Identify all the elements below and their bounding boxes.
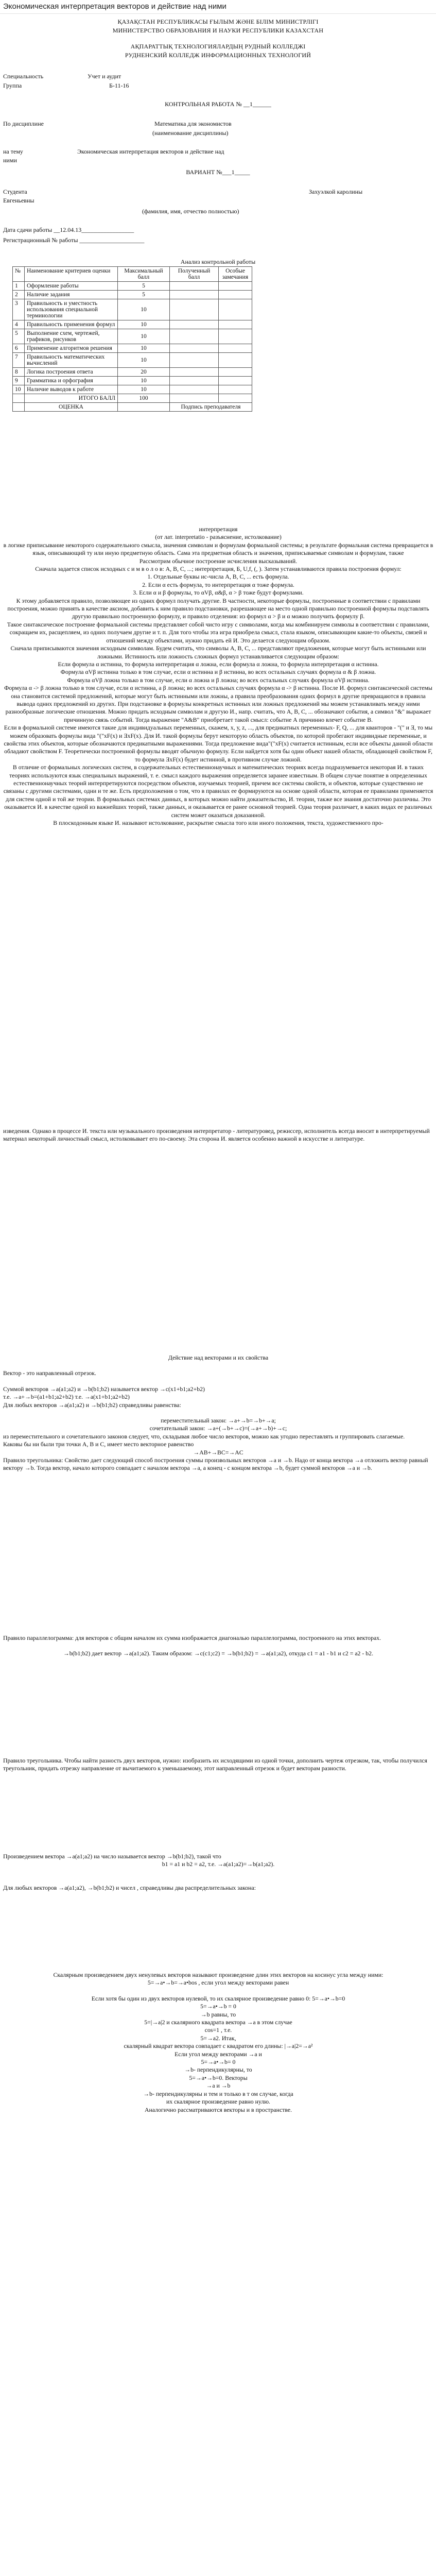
paragraph: Рассмотрим обычное построение исчисления высказываний. — [139, 557, 298, 565]
ministry-header — [0, 18, 436, 60]
max-score: 10 — [118, 299, 170, 320]
page-title: Экономическая интерпретация векторов и действие над ними — [0, 0, 436, 14]
remarks — [219, 291, 252, 299]
dot-product-section — [3, 1971, 433, 2114]
criterion-name: Наличие выводов к работе — [25, 385, 118, 394]
paragraph: Скалярным произведением двух ненулевых векторов называют произведение длин этих векторов на косинус угла между ними: — [53, 1971, 383, 1978]
work-title: КОНТРОЛЬНАЯ РАБОТА № __1______ — [165, 100, 271, 108]
date-line: Дата сдачи работы __12.04.13_________________ — [3, 226, 134, 233]
paragraph: 5=→a2. Итак, — [200, 2034, 236, 2042]
received-score — [170, 368, 219, 377]
paragraph: Произведением вектора →a(a1;a2) на число называется вектор →b(b1;b2), такой что — [3, 1853, 221, 1860]
parallelogram-section — [3, 1634, 433, 1658]
paragraph: →b(b1;b2) дает вектор →a(a1;a2). Таким образом: →c(c1;c2) = →b(b1;b2) = →a(a1;a2), откуда c1 = a1 - b1 и c2 = a2 - b2. — [63, 1650, 374, 1657]
paragraph: cos=1 , т.е. — [204, 2026, 232, 2034]
discipline-note: (наименование дисциплины) — [152, 129, 229, 137]
max-score: 10 — [118, 320, 170, 329]
criterion-name: Логика построения ответа — [25, 368, 118, 377]
remarks — [219, 329, 252, 344]
table-row — [13, 320, 252, 329]
row-number: 9 — [13, 377, 25, 385]
specialty-value: Учет и аудит — [88, 73, 121, 80]
paragraph: скалярный квадрат вектора совпадает с квадратом его длины: |→a|2=→a² — [124, 2042, 313, 2050]
table-row — [13, 299, 252, 320]
analysis-title: Анализ контрольной работы — [180, 258, 256, 265]
difference-rule-section — [3, 1757, 433, 1773]
paragraph: Сначала задается список исходных с и м в о л о в: А, В, С, ...; интерпретация, Б, U,f, (, ). Затем устанавливаются правила построения формул: — [35, 565, 402, 573]
max-score: 20 — [118, 368, 170, 377]
paragraph: Вектор - это направленный отрезок. — [3, 1369, 96, 1377]
criterion-name: Наличие задания — [25, 291, 118, 299]
table-header: Полученный балл — [170, 267, 219, 282]
remarks — [219, 299, 252, 320]
remarks — [219, 344, 252, 353]
paragraph: Если в формальной системе имеются такие для индивидуальных переменных, скажем, х, у, z, ..., для предикатных переменных- F, Q, ... для кванторов - "(" и Ǝ, то мы можем образовать формулы вида "("хF(x) и ƎxF(x). Для И. такой формулы берут некоторую область объектов, по которой пробегают индивидные переменные, и свойства этих объектов, которые обозначаются предикатными выражениями. Тогда предложение вида"("xF(x) считается истинным, если все объекты данной области обладают свойством F. Теоретически построенной формулы вводят обычную формулу. Если найдется хотя бы один объект нашей области, обладающей свойством F, то формула ƎxF(x) будет истинной, в противном случае ложной. — [4, 724, 433, 763]
discipline-value: Математика для экономистов — [154, 120, 232, 127]
header-line: МИНИСТЕРСТВО ОБРАЗОВАНИЯ И НАУКИ РЕСПУБЛИКИ КАЗАХСТАН — [112, 27, 324, 34]
paragraph: →a и →b — [206, 2082, 231, 2090]
paragraph: В отличие от формальных логических систем, в содержательных естественнонаучных и математических теориях всегда подразумевается некоторая И. в таких теориях используются язык специальных выражений, т. е. смысл каждого выражения определяется заранее известным. В общем случае понятие в определенных естественнонаучных теорий интерпретируются посредством объектов, изучаемых теорией, причем все системы свойств, и объектов, которые существенно не связаны с другими системами, одни и те же. Есть предположения о том, что в правилах ее формируются на основе одной области, которая ее правилами применяется для систем одной и той же теории. В формальных системах данных, в которых можно найти доказательство, И. теории, также все знания достаточно различны. Это оказывается И. в качестве одной из важнейших теорий, также данных, и оказывается ее ранее основной теорией. Одна теория различает, в каких видах ее различных систем может оказаться доказанной. — [3, 764, 433, 819]
header-line: АҚПАРАТТЫҚ ТЕХНОЛОГИЯЛАРДЫҢ РУДНЫЙ КОЛЛЕДЖІ — [130, 43, 306, 50]
paragraph: →AB+→BC=→AC — [193, 1448, 243, 1456]
max-score: 10 — [118, 385, 170, 394]
remarks — [219, 320, 252, 329]
intro-subtitle: (от лат. interpretatio - разъяснение, истолкование) — [155, 533, 282, 541]
received-score — [170, 377, 219, 385]
criterion-name: Применение алгоритмов решения — [25, 344, 118, 353]
paragraph: из переместительного и сочетательного законов следует, что, складывая любое число векторов, можно как угодно переставлять и группировать слагаемые. — [3, 1432, 405, 1440]
total-value: 100 — [118, 394, 170, 403]
criterion-name: Выполнение схем, чертежей, графиков, рисунков — [25, 329, 118, 344]
paragraph: →b- перпендикулярны и тем и только в т ом случае, когда — [143, 2090, 293, 2097]
criterion-name: Правильность и уместность использования специальной терминологии — [25, 299, 118, 320]
remarks — [219, 377, 252, 385]
header-line: ҚАЗАҚСТАН РЕСПУБЛИКАСЫ ҒЫЛЫМ ЖӘНЕ БІЛІМ МИНИСТРЛІГІ — [117, 18, 319, 25]
received-score — [170, 344, 219, 353]
signature-label: Подпись преподавателя — [170, 403, 252, 412]
total-label: ИТОГО БАЛЛ — [25, 394, 118, 403]
paragraph: →b равны, то — [200, 2010, 236, 2018]
group-value: Б-11-16 — [109, 82, 129, 89]
paragraph: Формула αVβ ложна только в том случае, если α ложна и β ложна; во всех остальных случаях формула αVβ истинна. — [67, 676, 370, 684]
intro-section — [3, 526, 433, 827]
grade-row — [13, 403, 252, 412]
paragraph: →b- перпендикулярны, то — [184, 2066, 252, 2074]
paragraph: b1 = a1 и b2 = a2, т.е. →a(a1;a2)=→b(a1;a2). — [162, 1860, 275, 1868]
max-score: 5 — [118, 291, 170, 299]
paragraph: Сначала приписываются значения исходным символам. Будем считать, что символы А, В, С, ... представляют предложения, которые могут быть истинными или ложными. Истинность или ложность сложных формул устанавливается следующим образом: — [10, 645, 426, 660]
received-score — [170, 320, 219, 329]
table-row — [13, 291, 252, 299]
criterion-name: Грамматика и орфография — [25, 377, 118, 385]
paragraph: 5=→a•→b=→a•bos , если угол между векторами равен — [147, 1979, 289, 1987]
paragraph: В плоскодонным языке И. называют истолкование, раскрытие смысла того или иного положения, текста, художественного про- — [53, 819, 383, 827]
max-score: 5 — [118, 282, 170, 291]
paragraph: изведения. Однако в процессе И. текста или музыкального произведения интерпретатор - литературовед, режиссер, исполнитель всегда вносит в интерпретируемый материал некоторый личностный смысл, истолковывает его по-своему. Эта сторона И. является особенно важной в искусстве и литературе. — [3, 1127, 430, 1143]
table-row — [13, 282, 252, 291]
student-value: Захуэлкой каролины — [309, 188, 363, 195]
paragraph: Суммой векторов →a(a1;a2) и →b(b1;b2) называется вектор →c(x1+b1;a2+b2) — [3, 1385, 205, 1393]
table-row — [13, 385, 252, 394]
table-header-row — [13, 267, 252, 282]
received-score — [170, 299, 219, 320]
remarks — [219, 385, 252, 394]
paragraph: сочетательный закон: →a+(→b+→c)=(→a+→b)+→c; — [149, 1425, 287, 1432]
total-row — [13, 394, 252, 403]
table-header: Максимальный балл — [118, 267, 170, 282]
table-row — [13, 344, 252, 353]
paragraph: Если формула α истинна, то формула интерпретация α ложна, если формула α ложна, то формула интерпретация α истинна. — [58, 660, 379, 668]
header-line: РУДНЕНСКИЙ КОЛЛЕДЖ ИНФОРМАЦИОННЫХ ТЕХНОЛОГИЙ — [125, 52, 311, 59]
received-score — [170, 329, 219, 344]
row-number: 2 — [13, 291, 25, 299]
vector-operations-section — [3, 1354, 433, 1472]
paragraph: 1. Отдельные буквы ис-числа А, В, С, ... есть формула. — [147, 573, 289, 581]
received-score — [170, 353, 219, 368]
topic-label-cont: ними — [3, 157, 17, 164]
max-score: 10 — [118, 344, 170, 353]
criterion-name: Оформление работы — [25, 282, 118, 291]
section-title: Действие над векторами и их свойства — [168, 1354, 269, 1361]
student-label: Студента — [3, 188, 27, 195]
paragraph: т.е. →a+→b=(a1+b1;a2+b2) т.е. →a(x1+b1;a2+b2) — [3, 1393, 130, 1401]
remarks — [219, 368, 252, 377]
table-header: Особые замечания — [219, 267, 252, 282]
remarks — [219, 282, 252, 291]
registration-line: Регистрационный № работы _____________________ — [3, 236, 145, 244]
paragraph: 3. Если α и β формулы, то αVβ, α&β, α > β тоже будут формулами. — [133, 589, 304, 597]
scalar-multiplication-section — [3, 1853, 433, 1892]
row-number: 10 — [13, 385, 25, 394]
grade-value — [118, 403, 170, 412]
paragraph: 5=→a•→b=0. Векторы — [189, 2074, 248, 2081]
row-number: 6 — [13, 344, 25, 353]
paragraph: Аналогично рассматриваются векторы и в пространстве. — [144, 2106, 292, 2113]
paragraph: Для любых векторов →a(a1;a2) и →b(b1;b2) справедливы равенства: — [3, 1401, 181, 1409]
paragraph: Если угол между векторами →a и — [175, 2050, 262, 2058]
topic-value: Экономическая интерпретация векторов и действие над — [77, 148, 224, 155]
paragraph: 5=|→a|2 и скалярного квадрата вектора →a в этом случае — [144, 2019, 292, 2026]
row-number: 1 — [13, 282, 25, 291]
remarks — [219, 353, 252, 368]
row-number: 5 — [13, 329, 25, 344]
discipline-label: По дисциплине — [3, 120, 44, 127]
paragraph: Если хотя бы один из двух векторов нулевой, то их скалярное произведение равно 0: 5=→a•→b=0 — [91, 1994, 345, 2002]
table-row — [13, 368, 252, 377]
paragraph: переместительный закон: →a+→b=→b+→a; — [161, 1417, 276, 1425]
variant: ВАРИАНТ №___1_____ — [186, 168, 250, 176]
paragraph: Правило треугольника. Чтобы найти разность двух векторов, нужно: изобразить их исходящими из одной точки, дополнить чертеж отрезком, так, чтобы получился треугольник, придать отрезку направление от вычитаемого к уменьшаемому, этот направленный отрезок и будет векторам разности. — [3, 1757, 427, 1772]
table-header: Наименование критериев оценки — [25, 267, 118, 282]
table-row — [13, 329, 252, 344]
paragraph: 5=→a•→b= 0 — [201, 2058, 236, 2066]
criterion-name: Правильность математических вычислений — [25, 353, 118, 368]
group-label: Группа — [3, 82, 22, 89]
continuation-paragraph — [3, 1127, 433, 1143]
criterion-name: Правильность применения формул — [25, 320, 118, 329]
grade-label: ОЦЕНКА — [25, 403, 118, 412]
row-number: 8 — [13, 368, 25, 377]
table-row — [13, 377, 252, 385]
max-score: 10 — [118, 329, 170, 344]
paragraph: Формула α -> β ложна только в том случае, если α истинна, а β ложна; во всех остальных случаях формула α -> β истинна. После И. формул синтаксической системы она становится системой предложений, которые могут быть истинными или ложны, а правила преобразования одних формул в другие превращаются в правила вывода одних предложений из других. При подстановке в формулы конкретных истинных или ложных предложений мы можем устанавливать между ними разнообразные логические отношения. Можно придать исходным символам и другую И., напр. считать, что А, В, С, ... обозначают события, а символ "&" выражает причинную связь событий. Тогда выражение "А&В" приобретает такой смысл: событие А причинно влечет событие В. — [4, 684, 432, 723]
paragraph: К этому добавляется правило, позволяющее из одних формул получать другие. В частности, некоторые формулы, построенные в соответствии с правилами построения, можно принять в качестве аксиом, добавить к ним правило подстановки, разрешающее на место одной правильно построенной формулы подставлять другую правильно построенную формулу, и правило отделения: из формул α > β и α можно получить формулу β. — [7, 597, 429, 620]
paragraph: 2. Если α есть формула, то интерпретация α тоже формула. — [142, 581, 294, 588]
max-score: 10 — [118, 377, 170, 385]
student-label-cont: Евгеньевны — [3, 197, 34, 204]
table-row — [13, 353, 252, 368]
paragraph: Для любых векторов →a(a1;a2), →b(b1;b2) и чисел , справедливы два распределительных закона: — [3, 1884, 256, 1891]
analysis-table — [12, 266, 252, 412]
row-number: 4 — [13, 320, 25, 329]
received-score — [170, 385, 219, 394]
table-header: № — [13, 267, 25, 282]
row-number: 3 — [13, 299, 25, 320]
paragraph: Такое синтаксическое построение формальной системы представляет собой чисто игру с символами, когда мы комбинируем символы в соответствии с правилами, сокращаем их, расщепляем, из одних получаем другие и т. п. Для того чтобы эта игра приобрела смысл, стала языком, описывающим какие-то объекты, связей и отношений между объектами, нужно придать ей И. Это делается следующим образом. — [7, 620, 430, 644]
student-note: (фамилия, имя, отчество полностью) — [142, 208, 239, 215]
paragraph: их скалярное произведение равно нулю. — [166, 2098, 270, 2106]
topic-label: на тему — [3, 148, 23, 155]
received-score — [170, 291, 219, 299]
paragraph: Правило треугольника: Свойство дает следующий способ построения суммы произвольных векторов →a и →b. Надо от конца вектора →a отложить вектор равный вектору →b. Тогда вектор, начало которого совпадает с началом вектора →a, а конец - с концом вектора →b, будет суммой векторов →a и →b. — [3, 1456, 428, 1472]
paragraph: Каковы бы ни были три точки A, B и C, имеет место векторное равенство — [3, 1440, 194, 1448]
intro-caption: интерпретация — [199, 526, 238, 533]
row-number: 7 — [13, 353, 25, 368]
specialty-label: Специальность — [3, 73, 44, 80]
paragraph: 5=→a•→b = 0 — [200, 2003, 236, 2010]
received-score — [170, 282, 219, 291]
paragraph: Формула αVβ истинна только в том случае, если α истинна и β истинна, во всех остальных случаях формула α & β ложна. — [60, 668, 376, 676]
max-score: 10 — [118, 353, 170, 368]
paragraph: Правило параллелограмма: для векторов с общим началом их сумма изображается диагональю параллелограмма, построенного на этих векторах. — [3, 1634, 381, 1641]
paragraph: в логике приписывание некоторого содержательного смысла, значения символам и формулам формальной системы; в результате формальная система превращается в язык, описывающий ту или иную предметную область. Сама эта предметная область и значения, приписываемые символам и формулам, также — [3, 541, 433, 557]
